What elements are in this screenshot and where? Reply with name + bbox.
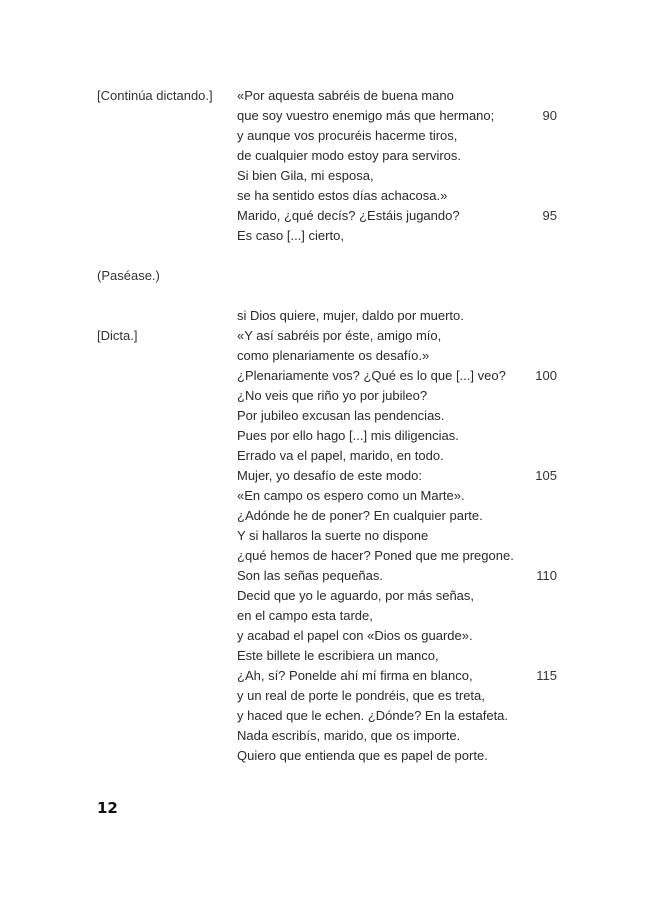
verse-text: Nada escribís, marido, que os importe. — [237, 728, 461, 743]
verse-line — [0, 106, 650, 126]
verse-text: Y si hallaros la suerte no dispone — [237, 528, 429, 543]
verse-line — [0, 566, 650, 586]
verse-line — [0, 366, 650, 386]
stage-direction: (Paséase.) — [97, 268, 160, 283]
verse-text: «Y así sabréis por éste, amigo mío, — [237, 328, 442, 343]
line-number: 115 — [536, 668, 557, 683]
verse-line — [0, 486, 650, 506]
verse-line — [0, 606, 650, 626]
verse-text: ¿qué hemos de hacer? Poned que me pregone. — [237, 548, 514, 563]
verse-line — [0, 746, 650, 766]
line-number: 90 — [542, 108, 557, 123]
verse-line — [0, 126, 650, 146]
verse-line — [0, 646, 650, 666]
verse-text: Este billete le escribiera un manco, — [237, 648, 439, 663]
verse-text: como plenariamente os desafío.» — [237, 348, 430, 363]
verse-text: en el campo esta tarde, — [237, 608, 373, 623]
verse-line — [0, 406, 650, 426]
line-number: 110 — [536, 568, 557, 583]
verse-text: Decid que yo le aguardo, por más señas, — [237, 588, 475, 603]
verse-text: ¿Ah, sí? Ponelde ahí mí firma en blanco, — [237, 668, 473, 683]
verse-text: ¿Plenariamente vos? ¿Qué es lo que [...] veo? — [237, 368, 506, 383]
verse-text: Errado va el papel, marido, en todo. — [237, 448, 444, 463]
verse-text: si Dios quiere, mujer, daldo por muerto. — [237, 308, 464, 323]
verse-text: Marido, ¿qué decís? ¿Estáis jugando? — [237, 208, 460, 223]
verse-line — [0, 386, 650, 406]
verse-line — [0, 286, 650, 306]
verse-line — [0, 466, 650, 486]
verse-text: Quiero que entienda que es papel de porte. — [237, 748, 488, 763]
verse-text: «Por aquesta sabréis de buena mano — [237, 88, 454, 103]
verse-text: Mujer, yo desafío de este modo: — [237, 468, 422, 483]
verse-line — [0, 226, 650, 246]
verse-text: Si bien Gila, mi esposa, — [237, 168, 374, 183]
verse-text: y un real de porte le pondréis, que es treta, — [237, 688, 485, 703]
verse-line — [0, 206, 650, 226]
verse-line — [0, 526, 650, 546]
verse-line — [0, 726, 650, 746]
verse-line — [0, 146, 650, 166]
verse-line — [0, 266, 650, 286]
verse-line — [0, 546, 650, 566]
verse-text: Son las señas pequeñas. — [237, 568, 383, 583]
verse-line — [0, 446, 650, 466]
verse-text: ¿Adónde he de poner? En cualquier parte. — [237, 508, 483, 523]
line-number: 105 — [535, 468, 557, 483]
verse-line — [0, 706, 650, 726]
page-number: 12 — [97, 799, 118, 817]
verse-text: Pues por ello hago [...] mis diligencias. — [237, 428, 459, 443]
verse-text: y acabad el papel con «Dios os guarde». — [237, 628, 473, 643]
verse-text: Por jubileo excusan las pendencias. — [237, 408, 445, 423]
verse-text: y haced que le echen. ¿Dónde? En la estafeta. — [237, 708, 509, 723]
stage-direction: [Continúa dictando.] — [97, 88, 213, 103]
verse-line — [0, 506, 650, 526]
verse-line — [0, 346, 650, 366]
verse-line — [0, 246, 650, 266]
verse-line — [0, 586, 650, 606]
verse-line — [0, 166, 650, 186]
verse-line — [0, 686, 650, 706]
verse-line — [0, 666, 650, 686]
verse-text: de cualquier modo estoy para serviros. — [237, 148, 462, 163]
verse-text: Es caso [...] cierto, — [237, 228, 344, 243]
line-number: 95 — [542, 208, 557, 223]
verse-text: «En campo os espero como un Marte». — [237, 488, 465, 503]
verse-text: que soy vuestro enemigo más que hermano; — [237, 108, 495, 123]
verse-line — [0, 326, 650, 346]
stage-direction: [Dicta.] — [97, 328, 138, 343]
verse-line — [0, 86, 650, 106]
verse-line — [0, 186, 650, 206]
verse-line — [0, 306, 650, 326]
verse-text: ¿No veis que riño yo por jubileo? — [237, 388, 428, 403]
verse-text: y aunque vos procuréis hacerme tiros, — [237, 128, 458, 143]
verse-line — [0, 426, 650, 446]
line-number: 100 — [535, 368, 557, 383]
verse-text: se ha sentido estos días achacosa.» — [237, 188, 448, 203]
verse-line — [0, 626, 650, 646]
